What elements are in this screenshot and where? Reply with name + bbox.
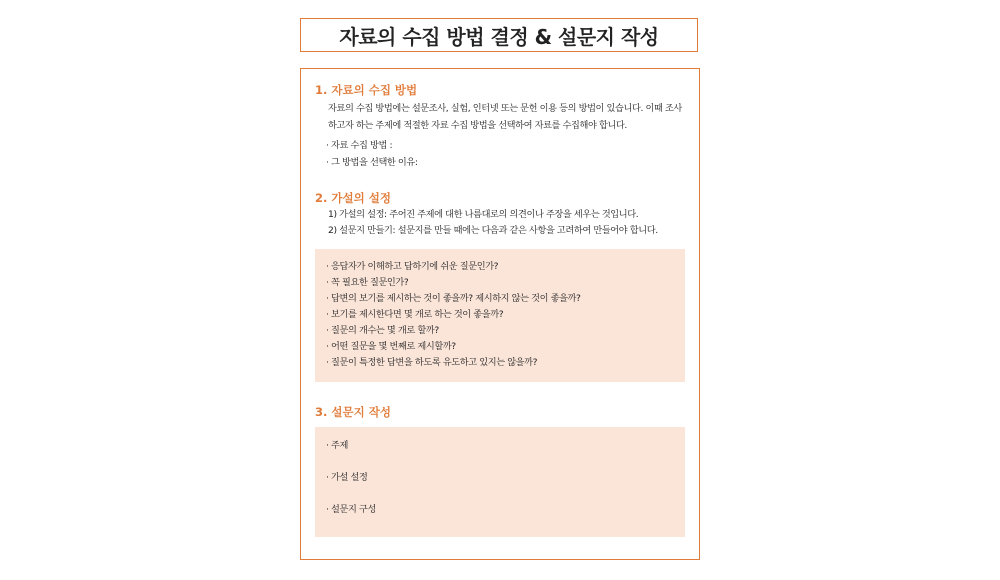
checklist-item: · 답변의 보기를 제시하는 것이 좋을까? 제시하지 않는 것이 좋을까? (326, 293, 581, 304)
section2-heading: 2. 가설의 설정 (315, 191, 391, 205)
worksheet-content (300, 68, 700, 560)
page-title: 자료의 수집 방법 결정 & 설문지 작성 (300, 18, 698, 52)
survey-item-topic: · 주제 (326, 440, 348, 451)
section3-heading: 3. 설문지 작성 (315, 405, 391, 419)
bullet-reason: · 그 방법을 선택한 이유: (326, 157, 418, 168)
hypothesis-line: 1) 가설의 설정: 주어진 주제에 대한 나름대로의 의견이나 주장을 세우는 것입니다. (328, 209, 639, 220)
survey-item-structure: · 설문지 구성 (326, 504, 376, 515)
checklist-item: · 응답자가 이해하고 답하기에 쉬운 질문인가? (326, 261, 499, 272)
checklist-item: · 어떤 질문을 몇 번째로 제시할까? (326, 341, 456, 352)
section1-heading: 1. 자료의 수집 방법 (315, 83, 418, 97)
checklist-box (315, 249, 685, 382)
survey-item-hypothesis: · 가설 설정 (326, 472, 368, 483)
bullet-collection-method: · 자료 수집 방법 : (326, 140, 393, 151)
section1-paragraph: 자료의 수집 방법에는 설문조사, 실험, 인터넷 또는 문헌 이용 등의 방법이 있습니다. 이때 조사하고자 하는 주제에 적절한 자료 수집 방법을 선택하여 자료를 수집해야 합니다. (328, 103, 682, 131)
survey-line: 2) 설문지 만들기: 설문지를 만들 때에는 다음과 같은 사항을 고려하여 만들어야 합니다. (328, 225, 658, 236)
survey-writing-box (315, 427, 685, 537)
checklist-item: · 질문의 개수는 몇 개로 할까? (326, 325, 439, 336)
checklist-item: · 질문이 특정한 답변을 하도록 유도하고 있지는 않을까? (326, 357, 538, 368)
checklist-item: · 보기를 제시한다면 몇 개로 하는 것이 좋을까? (326, 309, 504, 320)
checklist-item: · 꼭 필요한 질문인가? (326, 277, 409, 288)
